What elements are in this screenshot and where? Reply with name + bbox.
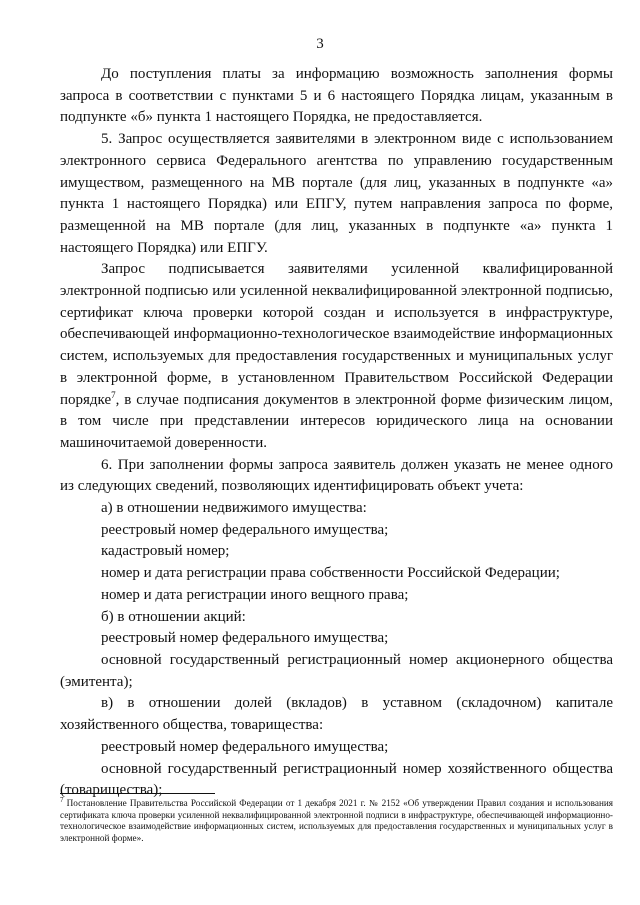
footnote-reference: 7 <box>111 389 116 400</box>
page-number: 3 <box>316 36 324 52</box>
list-item: а) в отношении недвижимого имущества: <box>101 500 367 517</box>
list-item: в) в отношении долей (вкладов) в уставном (складочном) капитале хозяйственного общества, товарищества: <box>60 695 613 734</box>
paragraph-payment-note: До поступления платы за информацию возможность заполнения формы запроса в соответствии с пунктами 5 и 6 настоящего Порядка лицам, указанным в подпункте «б» пункта 1 настоящего Порядка, не предоставляется. <box>60 66 613 126</box>
list-item: реестровый номер федерального имущества; <box>101 630 389 647</box>
list-item: реестровый номер федерального имущества; <box>101 521 389 538</box>
list-item: основной государственный регистрационный номер акционерного общества (эмитента); <box>60 651 613 690</box>
paragraph-5-request: 5. Запрос осуществляется заявителями в электронном виде с использованием электронного сервиса Федерального агентства по управлению государственным имуществом, размещенного на МВ портале (для лиц, указанных в подпункте «а» пункта 1 настоящего Порядка) или ЕПГУ, путем направления запроса по форме, размещенной на МВ портале (для лиц, указанных в подпункте «а» пункта 1 настоящего Порядка) или ЕПГУ. <box>60 131 613 256</box>
list-item: номер и дата регистрации права собственности Российской Федерации; <box>101 565 560 582</box>
list-item: реестровый номер федерального имущества; <box>101 738 389 755</box>
paragraph-6-form: 6. При заполнении формы запроса заявитель должен указать не менее одного из следующих сведений, позволяющих идентифицировать объект учета: <box>60 456 613 495</box>
list-item: основной государственный регистрационный номер хозяйственного общества (товарищества); <box>60 760 613 799</box>
list-item: б) в отношении акций: <box>101 608 246 625</box>
list-item: кадастровый номер; <box>101 543 230 560</box>
footnote-mark: 7 <box>60 795 64 804</box>
footnote-separator <box>60 793 215 794</box>
document-body <box>60 64 613 802</box>
footnote <box>60 795 614 844</box>
footnote-text: Постановление Правительства Российской Федерации от 1 декабря 2021 г. № 2152 «Об утверждении Правил создания и использования сертификата ключа проверки усиленной неквалифицированной электронной подписи в инфраструктуре, обеспечивающей информационно-технологическое взаимодействие информационных систем, используемых для предоставления государственных и муниципальных услуг в электронной форме». <box>60 798 614 843</box>
paragraph-signature: Запрос подписывается заявителями усиленной квалифицированной электронной подписью или усиленной неквалифицированной электронной подписью, сертификат ключа проверки которой создан и используется в инфраструктуре, обеспечивающей информационно-технологическое взаимодействие информационных систем, используемых для предоставления государственных и муниципальных услуг в электронной форме, в установленном Правительством Российской Федерации порядке$^7$, в случае подписания документов в электронной форме физическим лицом, в том числе при представлении интересов юридического лица на основании машиночитаемой доверенности. <box>60 261 613 451</box>
list-item: номер и дата регистрации иного вещного права; <box>101 586 409 603</box>
